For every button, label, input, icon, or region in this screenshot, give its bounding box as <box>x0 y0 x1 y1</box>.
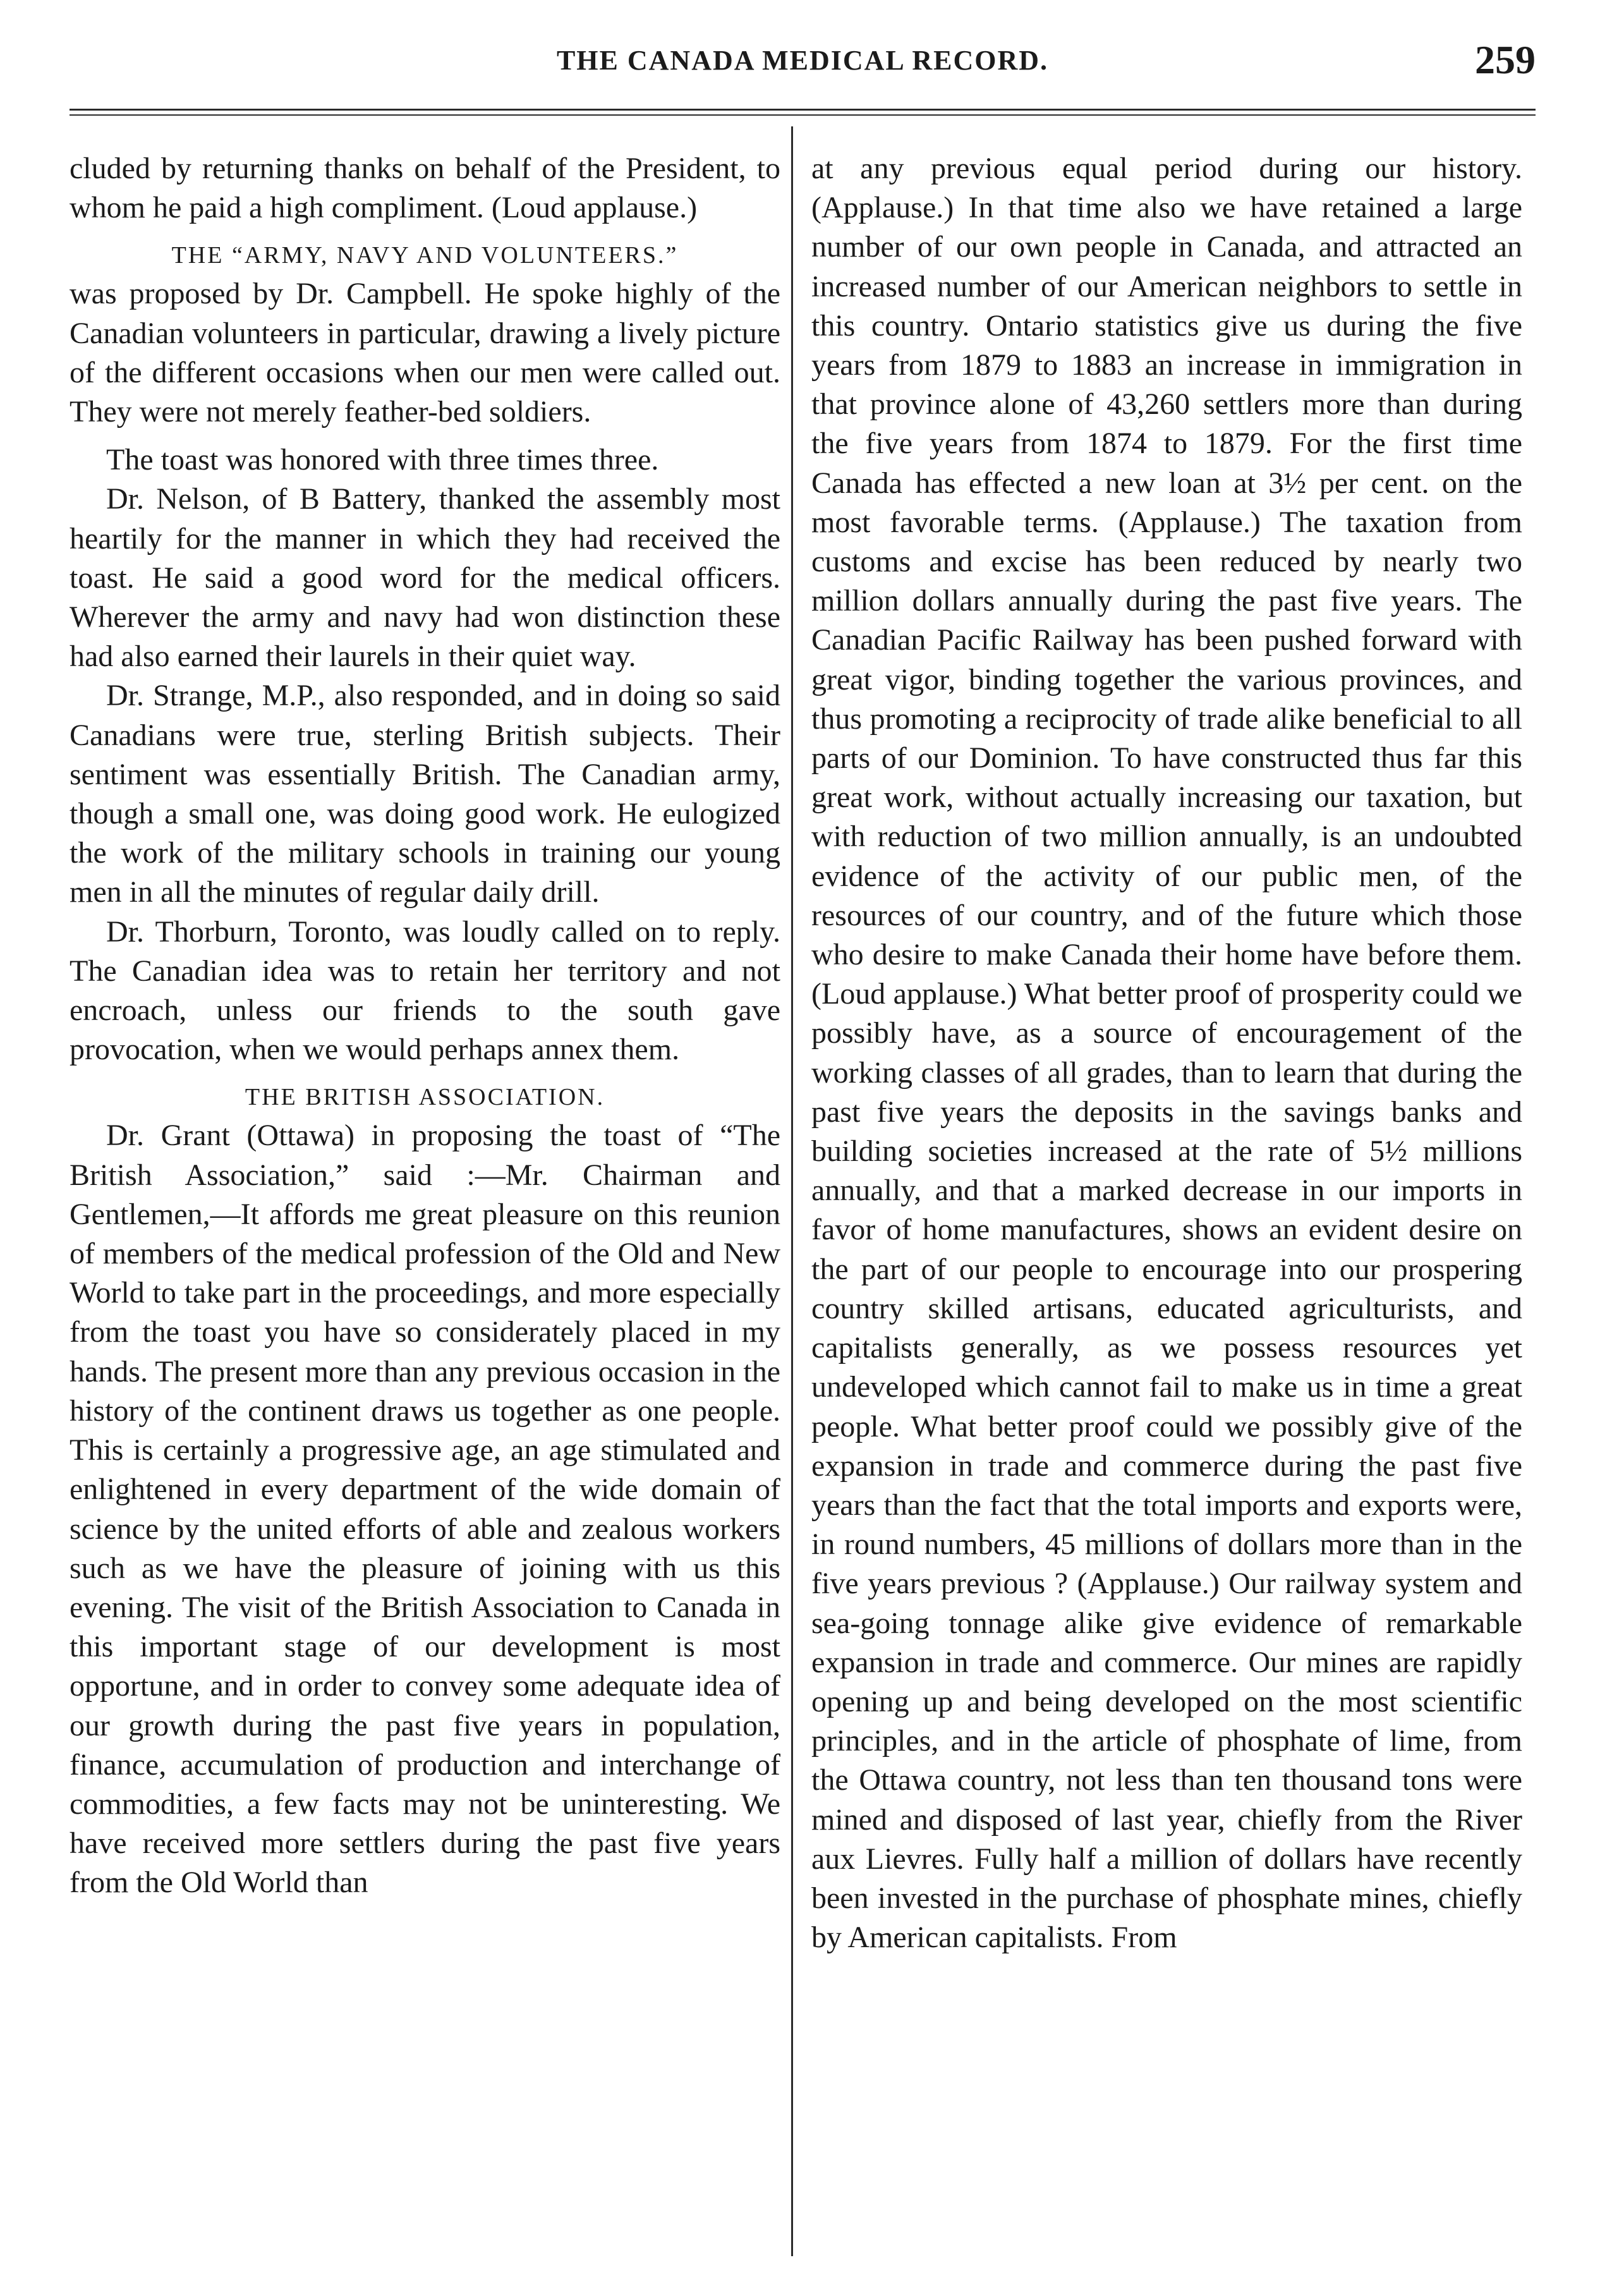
paragraph: was proposed by Dr. Campbell. He spoke highly of the Canadian volunteers in particular, drawing a lively picture of the different occasions when our men were called out. They were not merely feather-bed soldiers. <box>70 277 780 429</box>
paragraph: Dr. Grant (Ottawa) in proposing the toast of “The British Association,” said :—Mr. Chairman and Gentlemen,—It affords me great pleasure on this reunion of members of the medical profession of the Old and New World to take part in the proceedings, and more especially from the toast you have so considerately placed in my hands. The present more than any previous occasion in the history of the continent draws us together as one people. This is certainly a progressive age, an age stimulated and enlightened in every department of the wide domain of science by the united efforts of able and zealous workers such as we have the pleasure of joining with us this evening. The visit of the British Association to Canada in this important stage of our development is most opportune, and in order to convey some adequate idea of our growth during the past five years in population, finance, accumulation of production and interchange of commodities, a few facts may not be uninteresting. We have received more settlers during the past five years from the Old World than <box>70 1119 780 1900</box>
page-header <box>70 37 1536 87</box>
paragraph: Dr. Thorburn, Toronto, was loudly called on to reply. The Canadian idea was to retain her territory and not encroach, unless our friends to the south gave provocation, when we would perhaps annex them. <box>70 914 780 1067</box>
page-number: 259 <box>1475 37 1536 82</box>
paragraph: Dr. Strange, M.P., also responded, and in doing so said Canadians were true, sterling British subjects. Their sentiment was essentially British. The Canadian army, though a small one, was doing good work. He eulogized the work of the military schools in training our young men in all the minutes of regular daily drill. <box>70 679 780 909</box>
paragraph: The toast was honored with three times three. <box>106 443 659 477</box>
section-heading-british-association: THE BRITISH ASSOCIATION. <box>245 1084 605 1111</box>
column-divider <box>791 126 793 2256</box>
left-column <box>70 149 780 1903</box>
paragraph: Dr. Nelson, of B Battery, thanked the assembly most heartily for the manner in which they had received the toast. He said a good word for the medical officers. Wherever the army and navy had won distinction these had also earned their laurels in their quiet way. <box>70 482 780 674</box>
running-title: THE CANADA MEDICAL RECORD. <box>556 45 1049 76</box>
paragraph: at any previous equal period during our history. (Applause.) In that time also we have retained a large number of our own people in Canada, and attracted an increased number of our American neighbors to settle in this country. Ontario statistics give us during the five years from 1879 to 1883 an increase in immigration in that province alone of 43,260 settlers more than during the five years from 1874 to 1879. For the first time Canada has effected a new loan at 3½ per cent. on the most favorable terms. (Applause.) The taxation from customs and excise has been reduced by nearly two million dollars annually during the past five years. The Canadian Pacific Railway has been pushed forward with great vigor, binding together the various provinces, and thus promoting a reciprocity of trade alike beneficial to all parts of our Dominion. To have constructed thus far this great work, without actually increasing our taxation, but with reduction of two million annually, is an undoubted evidence of the activity of our public men, of the resources of our country, and of the future which those who desire to make Canada their home have before them. (Loud applause.) What better proof of prosperity could we possibly have, as a source of encouragement of the working classes of all grades, than to learn that during the past five years the deposits in the savings banks and building societies increased at the rate of 5½ millions annually, and that a marked decrease in our imports in favor of home manufactures, shows an evident desire on the part of our people to encourage into our prospering country skilled artisans, educated agriculturists, and capitalists generally, as we possess resources yet undeveloped which cannot fail to make us in time a great people. What better proof could we possibly give of the expansion in trade and commerce during the past five years than the fact that the total imports and exports were, in round numbers, 45 millions of dollars more than in the five years previous ? (Applause.) Our railway system and sea-going tonnage alike give evidence of remarkable expansion in trade and commerce. Our mines are rapidly opening up and being developed on the most scientific principles, and in the article of phosphate of lime, from the Ottawa country, not less than ten thousand tons were mined and disposed of last year, chiefly from the River aux Lievres. Fully half a million of dollars have recently been invested in the purchase of phosphate mines, chiefly by American capitalists. From <box>811 152 1522 1955</box>
section-heading-army-navy: THE “ARMY, NAVY AND VOLUNTEERS.” <box>171 242 679 269</box>
header-rule-thick <box>70 109 1536 111</box>
right-column <box>811 149 1522 1957</box>
paragraph: cluded by returning thanks on behalf of the President, to whom he paid a high compliment. (Loud applause.) <box>70 152 780 225</box>
header-rule-thin <box>70 114 1536 116</box>
